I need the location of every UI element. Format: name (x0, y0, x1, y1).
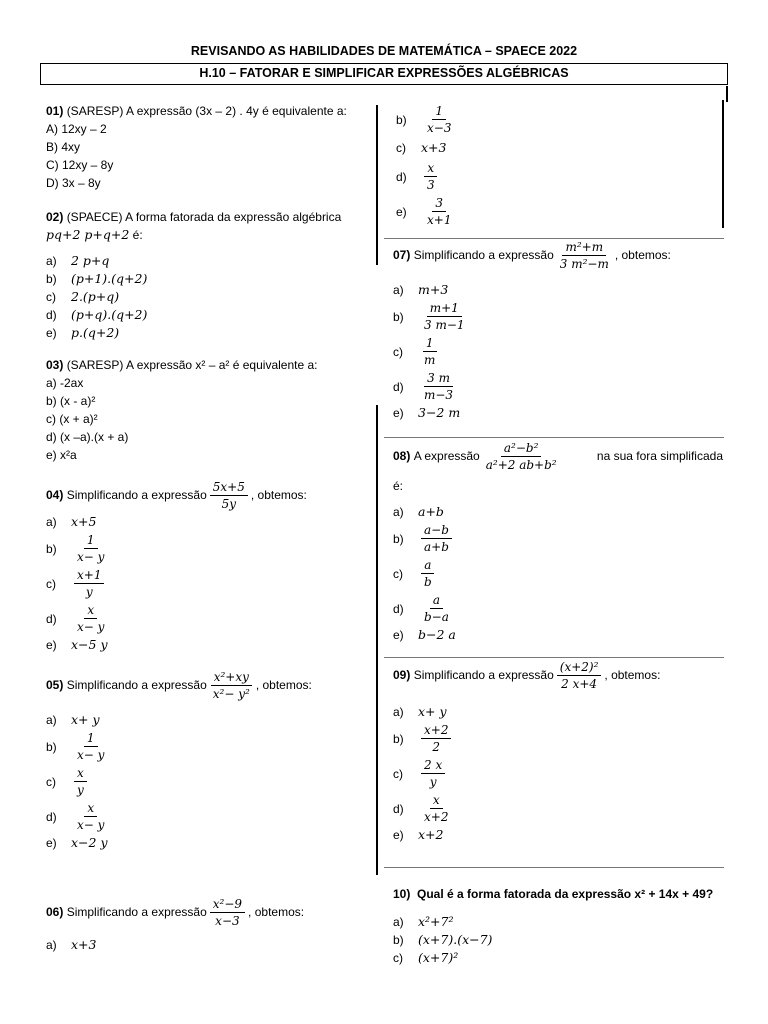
option-a: a) x+ y (46, 712, 100, 727)
question-stem-end: , obtemos: (604, 668, 661, 682)
option-b: B) 4xy (46, 140, 81, 154)
question-01 (46, 103, 376, 192)
option-a: a) m+3 (393, 282, 449, 297)
question-number: 08) (393, 449, 411, 463)
option-c: c) $\frac{2 x}{y}$ (393, 756, 723, 791)
option-c: c) (x+7)² (393, 950, 459, 965)
question-stem: A expressão (413, 449, 480, 463)
question-number: 10) (393, 887, 411, 901)
option-b: b) (x+7).(x−7) (393, 932, 493, 947)
question-number: 06) (46, 905, 64, 919)
question-number: 09) (393, 668, 411, 682)
question-stem: Qual é a forma fatorada da expressão x² + 14x + 49? (417, 887, 714, 901)
option-a: a) -2ax (46, 376, 84, 390)
option-b: b) $\frac{1}{x- y}$ (46, 731, 105, 762)
option-a: a) a+b (393, 504, 444, 519)
separator-line (384, 867, 724, 868)
question-number: 02) (46, 210, 64, 224)
question-number: 03) (46, 358, 64, 372)
option-e: e) 3−2 m (393, 405, 461, 420)
option-d: d) $\frac{x}{3}$ (396, 159, 716, 194)
question-08 (393, 441, 723, 644)
expression-fraction: $\frac{\text{x²+xy}}{\text{x²− y²}}$ (210, 670, 253, 701)
separator-line (384, 238, 724, 239)
option-e: e) x+2 (393, 827, 444, 842)
question-stem-end: , obtemos: (248, 905, 305, 919)
expression-fraction: $\frac{\text{x²−9}}{x-3}$ (210, 897, 245, 928)
question-stem: Simplificando a expressão (413, 668, 554, 682)
option-e: e) x−5 y (46, 637, 108, 652)
question-stem: Simplificando a expressão (66, 905, 207, 919)
option-c: c) $\frac{a}{b}$ (393, 556, 723, 591)
option-d: d) (p+q).(q+2) (46, 307, 148, 322)
option-e: e) x−2 y (46, 835, 108, 850)
option-d: d) $\frac{x}{x- y}$ (46, 603, 105, 634)
option-e: e) b−2 a (393, 627, 456, 642)
question-stem-end: é: (132, 228, 143, 242)
option-c: c) $\frac{x+1}{y}$ (46, 566, 376, 601)
column-divider-left-lower (376, 405, 378, 875)
option-a: a) x+5 (46, 514, 97, 529)
option-e: e) p.(q+2) (46, 325, 120, 340)
question-06 (46, 897, 376, 954)
option-d: D) 3x – 8y (46, 176, 101, 190)
column-divider-right (722, 100, 724, 228)
separator-line (384, 437, 724, 438)
question-number: 04) (46, 488, 64, 502)
option-e: e) x²a (46, 448, 77, 462)
question-02 (46, 209, 376, 342)
document-title: REVISANDO AS HABILIDADES DE MATEMÁTICA – SPAECE 2022 (190, 44, 578, 58)
option-c: c) $\frac{1}{m}$ (393, 336, 436, 367)
question-number: 01) (46, 104, 64, 118)
option-c: c) $\frac{x}{y}$ (46, 764, 376, 799)
option-c: c) (x + a)² (46, 412, 98, 426)
option-b: b) $\frac{x+2}{2}$ (393, 721, 723, 756)
question-stem-end: , obtemos: (614, 248, 671, 262)
question-09 (393, 660, 723, 844)
question-07 (393, 240, 723, 422)
option-a: a) x²+7² (393, 914, 454, 929)
question-number: 07) (393, 248, 411, 262)
question-stem-end: , obtemos: (255, 678, 312, 692)
question-04 (46, 480, 376, 654)
question-stem: (SARESP) A expressão (3x – 2) . 4y é equivalente a: (66, 104, 347, 118)
expression-fraction: $\frac{\text{m²+m}}{\text{3 m²−m}}$ (559, 240, 609, 271)
question-stem-end: , obtemos: (250, 488, 307, 502)
option-c: c) 2.(p+q) (46, 289, 120, 304)
option-a: a) 2 p+q (46, 253, 110, 268)
question-stem: (SARESP) A expressão x² – a² é equivalente a: (66, 358, 318, 372)
question-number: 05) (46, 678, 64, 692)
option-a: a) x+ y (393, 704, 447, 719)
option-b: b) $\frac{1}{x- y}$ (46, 533, 105, 564)
column-divider-tick (726, 86, 728, 102)
option-d: d) $\frac{x}{x- y}$ (46, 801, 105, 832)
column-divider-left (376, 105, 378, 265)
question-05 (46, 670, 376, 852)
question-stem: (SPAECE) A forma fatorada da expressão algébrica (66, 210, 342, 224)
question-06-continued (396, 102, 716, 229)
algebraic-expression: pq+2 p+q+2 (46, 227, 130, 242)
option-b: b) $\frac{1}{x-3}$ (396, 104, 452, 135)
option-a: a) x+3 (46, 937, 97, 952)
separator-line (384, 657, 724, 658)
option-b: b) $\frac{m+1}{3 m-1}$ (393, 301, 465, 332)
option-d: d) (x –a).(x + a) (46, 430, 129, 444)
expression-fraction: $\frac{\text{(x+2)²}}{2 x+4}$ (557, 660, 602, 691)
question-03 (46, 357, 376, 464)
option-b: b) (p+1).(q+2) (46, 271, 148, 286)
option-d: d) $\frac{a}{b-a}$ (393, 593, 449, 624)
option-b: b) $\frac{a-b}{a+b}$ (393, 521, 723, 556)
question-stem: Simplificando a expressão (413, 248, 554, 262)
option-a: A) 12xy – 2 (46, 122, 107, 136)
expression-fraction: $\frac{5x+5}{5y}$ (210, 480, 248, 511)
option-d: d) $\frac{x}{x+2}$ (393, 793, 449, 824)
question-stem: Simplificando a expressão (66, 488, 207, 502)
option-b: b) (x - a)² (46, 394, 96, 408)
question-10 (393, 886, 733, 967)
document-subtitle: H.10 – FATORAR E SIMPLIFICAR EXPRESSÕES ALGÉBRICAS (40, 63, 728, 85)
expression-fraction: $\frac{\text{a²−b²}}{\text{a²+2 ab+b²}}$ (485, 441, 557, 472)
option-e: e) $\frac{3}{x+1}$ (396, 196, 452, 227)
option-c: C) 12xy – 8y (46, 158, 114, 172)
question-stem-end: na sua fora simplificada (596, 449, 723, 463)
option-d: d) $\frac{3 m}{m-3}$ (393, 371, 454, 402)
question-stem-line2: é: (393, 479, 404, 493)
question-stem: Simplificando a expressão (66, 678, 207, 692)
option-c: c) x+3 (396, 140, 447, 155)
